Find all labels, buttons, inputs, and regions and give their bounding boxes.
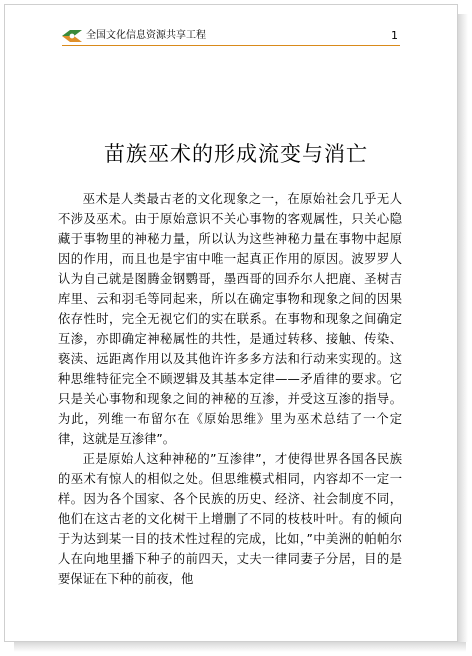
page-number: 1 bbox=[391, 29, 398, 42]
header-divider bbox=[62, 45, 400, 46]
paragraph: 巫术是人类最古老的文化现象之一，在原始社会几乎无人不涉及巫术。由于原始意识不关心事物的客观属性，只关心隐藏于事物里的神秘力量，所以认为这些神秘力量在事物中起原因的作用，而且也是宇宙中唯一起真正作用的原因。波罗罗人认为自己就是图腾金钢鹦哥，墨西哥的回乔尔人把鹿、圣树吉库里、云和羽毛等同起来，所以在确定事物和现象之间的因果依存性时，完全无视它们的实在联系。在事物和现象之间确定互渗，亦即确定神秘属性的共性，是通过转移、接触、传染、亵渎、远距离作用以及其他许许多多方法和行动来实现的。这种思维特征完全不顾逻辑及其基本定律——矛盾律的要求。它只是关心事物和现象之间的神秘的互渗，并受这互渗的指导。为此，列维一布留尔在《原始思维》里为巫术总结了一个定律，这就是互渗律”。 bbox=[58, 192, 402, 446]
header-title: 全国文化信息资源共享工程 bbox=[86, 30, 206, 41]
paragraph: 正是原始人这种神秘的”互渗律”，才使得世界各国各民族的巫术有惊人的相似之处。但思维模式相同，内容却不一定一样。因为各个国家、各个民族的历史、经济、社会制度不同，他们在这古老的文化树干上增删了不同的枝枝叶叶。有的倾向于为达到某一目的技术性过程的完成，比如，”中美洲的帕帕尔人在向地里播下种子的前四天，丈夫一律同妻子分居，目的是要保证在下种的前夜，他 bbox=[58, 452, 402, 586]
page-shadow-bottom bbox=[14, 642, 466, 652]
article-body bbox=[58, 189, 402, 589]
culture-project-logo-icon bbox=[62, 30, 82, 42]
article-title: 苗族巫术的形成流变与消亡 bbox=[104, 142, 368, 166]
page-shadow-right bbox=[458, 14, 468, 642]
page-header bbox=[62, 30, 400, 46]
